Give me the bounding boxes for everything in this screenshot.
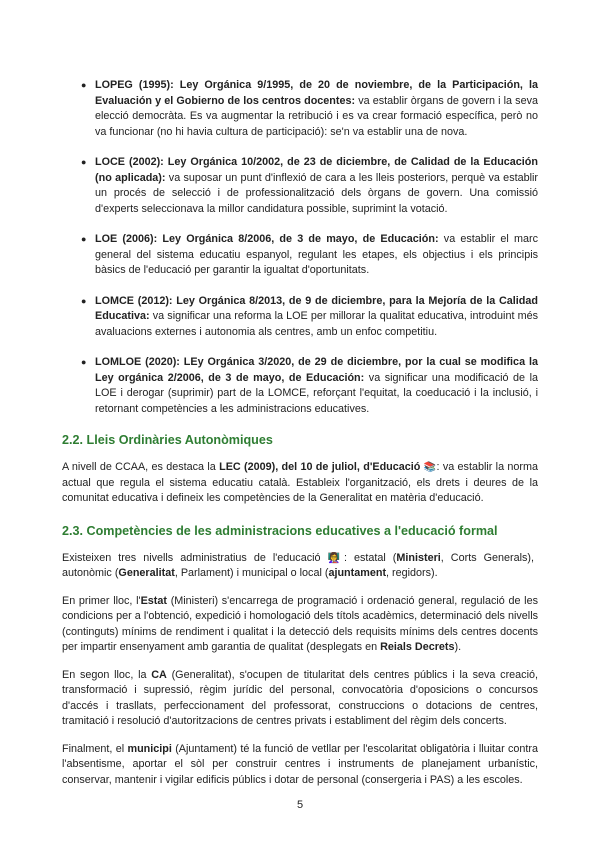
paragraph-estat xyxy=(62,594,538,656)
section-heading-2-2: 2.2. Lleis Ordinàries Autonòmiques xyxy=(62,433,273,447)
law-title: LOMLOE (2020): LEy Orgánica 3/2020, de 29 de diciembre, por la cual se modifica la Ley orgánica 2/2006, de 3 de mayo, de Educación: xyxy=(95,356,538,384)
text-run: , Corts Generals), autonòmic ( xyxy=(62,551,534,579)
text-run: En segon lloc, la xyxy=(62,668,152,681)
bullet-icon: ● xyxy=(81,80,87,90)
law-title: LOE (2006): Ley Orgánica 8/2006, de 3 de mayo, de Educación: xyxy=(95,233,439,245)
laws-list xyxy=(62,78,538,417)
law-title: LOMCE (2012): Ley Orgánica 8/2013, de 9 de diciembre, para la Mejoría de la Calidad Educativa: xyxy=(95,294,538,322)
bold-text: Reials Decrets xyxy=(380,641,455,653)
bullet-icon: ● xyxy=(81,234,87,244)
section-heading-2-3: 2.3. Competències de les administracions educatives a l'educació formal xyxy=(62,523,498,538)
bold-text: Generalitat xyxy=(118,567,175,579)
text-run: (Ministeri) s'encarrega de programació i ordenació general, regulació de les condicions per a l'obtenció, expedició i homologació dels títols acadèmics, determinació dels nivells (continguts) mínims de rendiment i qualitat i la detecció dels requisits mínims dels centres docents per impartir ensenyament amb garantia de qualitat (desplegats en xyxy=(62,594,538,653)
paragraph-ca xyxy=(62,668,538,730)
list-item xyxy=(62,355,538,417)
list-item xyxy=(62,78,538,140)
bold-text: Estat xyxy=(140,594,167,607)
text-run: Existeixen tres nivells administratius de l'educació xyxy=(62,551,328,564)
law-description: va suposar un punt d'inflexió de cara a les lleis posteriors, perquè va establir un procés de selecció i de professionalització dels òrgans de govern. Una comissió d'experts seleccionava la millor candidatura possible, suprimint la votació. xyxy=(95,171,538,215)
text-run: En primer lloc, l' xyxy=(62,594,141,607)
books-icon: 📚 xyxy=(423,462,437,473)
text-run: (Ajuntament) té la funció de vetllar per l'escolaritat obligatòria i lluitar contra l'absentisme, aportar el sòl per construir centres i instruments de planejament urbanístic, conservar, mantenir i vigilar edificis públics i dotar de personal (consergeria i PAS) a les escoles. xyxy=(62,742,538,786)
law-description: va significar una modificació de la LOE i derogar (suprimir) part de la LOMCE, reforçant l'equitat, la coeducació i la inclusió, i retornant competències a les administracions educatives. xyxy=(95,371,539,415)
law-description: va significar una reforma la LOE per millorar la qualitat educativa, introduint més avaluacions externes i autonomia als centres, amb un enfoc competitiu. xyxy=(95,310,538,338)
list-item xyxy=(62,294,538,341)
text-run: (Generalitat), s'ocupen de titularitat dels centres públics i la seva creació, transformació i supressió, règim jurídic del personal, convocatòria d'oposicions o concursos d'accés i trasllats, perfeccionament del professorat, construccions o dotacions de centres, tramitació i resolució d'autoritzacions de centres privats i establiment del règim dels concerts. xyxy=(62,668,538,727)
bold-text: municipi xyxy=(127,742,172,755)
list-item xyxy=(62,232,538,279)
bullet-icon: ● xyxy=(81,295,87,306)
list-item xyxy=(62,155,538,217)
bold-text: LEC (2009), del 10 de juliol, d'Educació xyxy=(219,461,421,473)
teacher-icon: 👩‍🏫 xyxy=(327,552,344,564)
law-title: LOCE (2002): Ley Orgánica 10/2002, de 23 de diciembre, de Calidad de la Educación (no aplicada): xyxy=(95,156,538,184)
page-content xyxy=(62,78,538,800)
paragraph-lec xyxy=(62,460,538,507)
bold-text: ajuntament xyxy=(328,567,387,579)
text-run: : estatal ( xyxy=(343,551,397,564)
text-run: Finalment, el xyxy=(62,742,128,755)
bold-text: CA xyxy=(151,668,167,681)
paragraph-municipi xyxy=(62,742,538,789)
paragraph-levels xyxy=(62,551,538,582)
law-description: va establir òrgans de govern i la seva elecció democràta. Es va augmentar la retribució i es va crear formació específica, però no va funcionar (no hi havia cultura de participació): se'n va establir una de nova. xyxy=(95,94,538,138)
text-run: A nivell de CCAA, es destaca la xyxy=(62,461,220,473)
law-description: va establir el marc general del sistema educatiu espanyol, regulant les etapes, els objectius i els principis bàsics de l'educació per garantir la igualtat d'oportunitats. xyxy=(95,233,538,276)
bullet-icon: ● xyxy=(81,157,87,167)
law-title: LOPEG (1995): Ley Orgánica 9/1995, de 20 de noviembre, de la Participación, la Evaluación y el Gobierno de los centros docentes: xyxy=(95,79,538,107)
text-run: : va establir la norma actual que regula el sistema educatiu català. Estableix l'organització, els drets i deures de la comunitat educativa i defineix les competències de la Generalitat en matèria d'educació. xyxy=(62,461,539,504)
text-run: , Parlament) i municipal o local ( xyxy=(174,567,329,579)
bullet-icon: ● xyxy=(81,357,87,367)
text-run: ). xyxy=(454,641,462,653)
bold-text: Ministeri xyxy=(396,551,441,564)
page-number: 5 xyxy=(296,799,304,811)
text-run: , regidors). xyxy=(386,567,438,579)
